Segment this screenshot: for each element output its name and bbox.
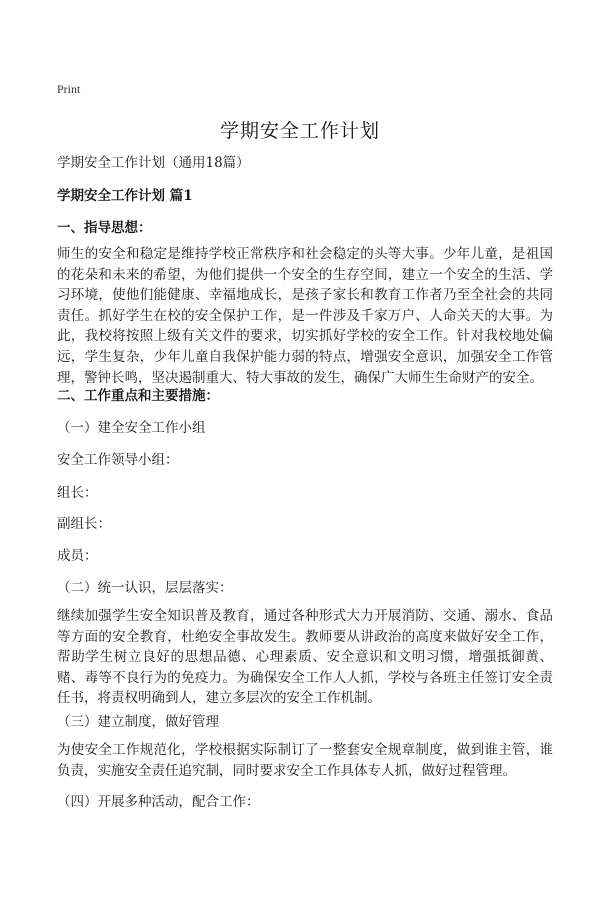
heading-key-measures: 二、工作重点和主要措施： (57, 388, 219, 404)
print-label: Print (57, 82, 81, 96)
vice-leader-label: 副组长： (57, 516, 111, 532)
subtitle: 学期安全工作计划（通用18篇） (57, 155, 250, 171)
subheading-system: （三）建立制度，做好管理 (57, 714, 219, 730)
subheading-activities: （四）开展多种活动，配合工作： (57, 794, 260, 810)
document-title: 学期安全工作计划 (219, 120, 380, 142)
section-title: 学期安全工作计划 篇1 (57, 188, 193, 204)
members-label: 成员： (57, 548, 98, 564)
paragraph-guiding-thought: 师生的安全和稳定是维持学校正常秩序和社会稳定的头等大事。少年儿童，是祖国的花朵和未来的希望，为他们提供一个安全的生存空间，建立一个安全的生活、学习环境，使他们能健康、幸福地成长，是孩子家长和教育工作者乃至全社会的共同责任。抓好学生在校的安全保护工作，是一件涉及千家万户、人命关天的大事。为此，我校将按照上级有关文件的要求，切实抓好学校的安全工作。针对我校地处偏远，学生复杂，少年儿童自我保护能力弱的特点，增强安全意识，加强安全工作管理，警钟长鸣，坚决遏制重大、特大事故的发生，确保广大师生生命财产的安全。 (57, 246, 553, 386)
heading-guiding-thought: 一、指导思想： (57, 220, 152, 236)
leader-group-label: 安全工作领导小组： (57, 452, 179, 468)
subheading-safety-group: （一）建全安全工作小组 (57, 420, 206, 436)
leader-label: 组长： (57, 485, 98, 501)
subheading-unified-understanding: （二）统一认识，层层落实： (57, 580, 233, 596)
paragraph-safety-education: 继续加强学生安全知识普及教育，通过各种形式大力开展消防、交通、溺水、食品等方面的安全教育，杜绝安全事故发生。教师要从讲政治的高度来做好安全工作，帮助学生树立良好的思想品德、心理素质、安全意识和文明习惯，增强抵御黄、赌、毒等不良行为的免疫力。为确保安全工作人人抓，学校与各班主任签订安全责任书，将责权明确到人，建立多层次的安全工作机制。 (57, 608, 553, 707)
paragraph-system: 为使安全工作规范化，学校根据实际制订了一整套安全规章制度，做到谁主管，谁负责，实施安全责任追究制，同时要求安全工作具体专人抓，做好过程管理。 (57, 742, 553, 779)
